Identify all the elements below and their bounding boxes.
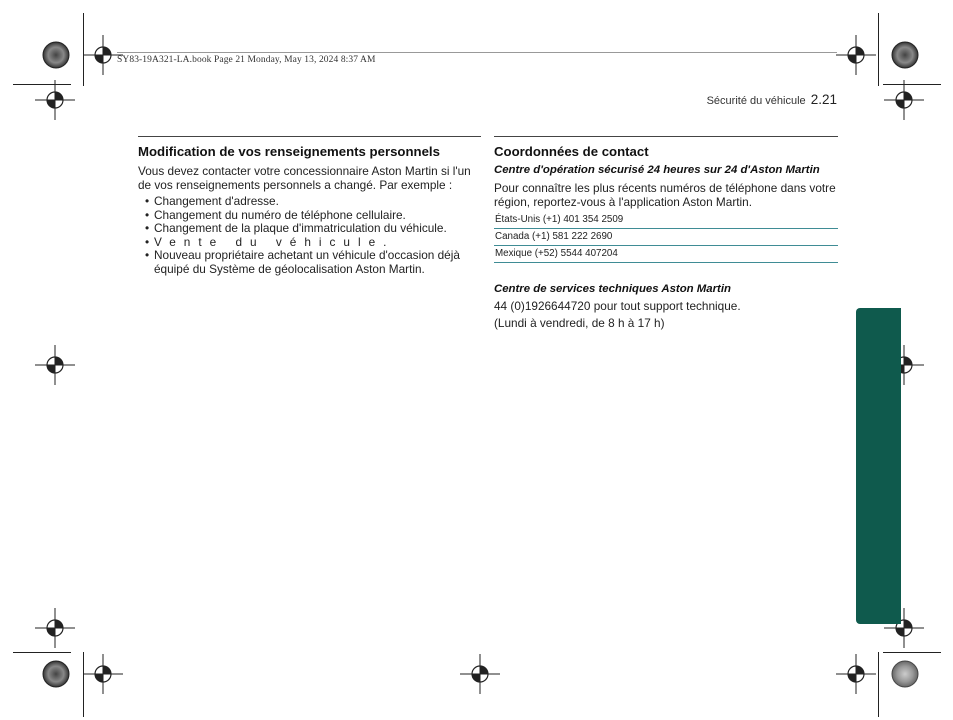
phone-cell: États-Unis (+1) 401 354 2509: [494, 212, 838, 229]
registration-ball-icon: [891, 660, 919, 688]
section-rule: [138, 136, 481, 137]
subheading-security-center: Centre d'opération sécurisé 24 heures sur 24 d'Aston Martin: [494, 164, 820, 176]
registration-crosshair-icon: [35, 80, 75, 120]
section-heading-contact: Coordonnées de contact: [494, 144, 649, 159]
subheading-technical-services: Centre de services techniques Aston Martin: [494, 283, 731, 295]
registration-crosshair-icon: [35, 608, 75, 648]
list-item-text: Changement d'adresse.: [154, 194, 279, 208]
registration-ball-icon: [42, 660, 70, 688]
list-item: • Changement d'adresse.: [145, 194, 279, 208]
registration-ball-icon: [891, 41, 919, 69]
section-heading-personal-info: Modification de vos renseignements personnels: [138, 144, 440, 159]
registration-crosshair-icon: [35, 345, 75, 385]
list-item: • Nouveau propriétaire achetant un véhicule d'occasion déjà équipé du Système de géolocalisation Aston Martin.: [145, 248, 460, 276]
technical-support-phone: 44 (0)1926644720 pour tout support technique.: [494, 299, 741, 313]
technical-support-hours: (Lundi à vendredi, de 8 h à 17 h): [494, 316, 665, 330]
table-row: [494, 246, 838, 263]
change-list: [138, 195, 481, 277]
running-head-section: Sécurité du véhicule: [706, 95, 806, 107]
security-center-paragraph: Pour connaître les plus récents numéros de téléphone dans votre région, reportez-vous à l'application Aston Martin.: [494, 181, 836, 209]
section-rule: [494, 136, 838, 137]
trim-line-left-bottom: [13, 652, 71, 653]
trim-line-top-right: [878, 13, 879, 86]
list-item: • Vente du véhicule.: [145, 234, 395, 249]
running-head: [707, 92, 837, 107]
trim-line-right-bottom: [883, 652, 941, 653]
trim-line-bottom-right: [878, 652, 879, 717]
registration-ball-icon: [42, 41, 70, 69]
registration-crosshair-icon: [83, 654, 123, 694]
table-row: [494, 212, 838, 229]
header-leader-line: [117, 52, 837, 53]
list-item-text: Nouveau propriétaire achetant un véhicule d'occasion déjà équipé du Système de géolocalisation Aston Martin.: [154, 248, 460, 276]
phone-number-table: [494, 212, 838, 263]
list-item: • Changement du numéro de téléphone cellulaire.: [145, 207, 406, 222]
list-item-text: Changement de la plaque d'immatriculation du véhicule.: [154, 221, 447, 236]
left-column: [138, 136, 481, 277]
registration-crosshair-icon: [836, 654, 876, 694]
chapter-tab: [856, 308, 901, 624]
phone-cell: Mexique (+52) 5544 407204: [494, 246, 838, 263]
registration-crosshair-icon: [884, 80, 924, 120]
intro-paragraph: Vous devez contacter votre concessionnaire Aston Martin si l'un de vos renseignements personnels a changé. Par exemple :: [138, 164, 471, 192]
list-item-text: Changement du numéro de téléphone cellulaire.: [154, 207, 406, 222]
table-row: [494, 229, 838, 246]
list-item-text: Vente du véhicule.: [154, 234, 395, 249]
right-column: [494, 136, 838, 332]
list-item: • Changement de la plaque d'immatriculation du véhicule.: [145, 221, 447, 236]
registration-crosshair-icon: [460, 654, 500, 694]
book-header: SY83-19A321-LA.book Page 21 Monday, May 13, 2024 8:37 AM: [117, 55, 376, 65]
page-number: 2.21: [810, 92, 837, 107]
phone-cell: Canada (+1) 581 222 2690: [494, 229, 838, 246]
registration-crosshair-icon: [836, 35, 876, 75]
